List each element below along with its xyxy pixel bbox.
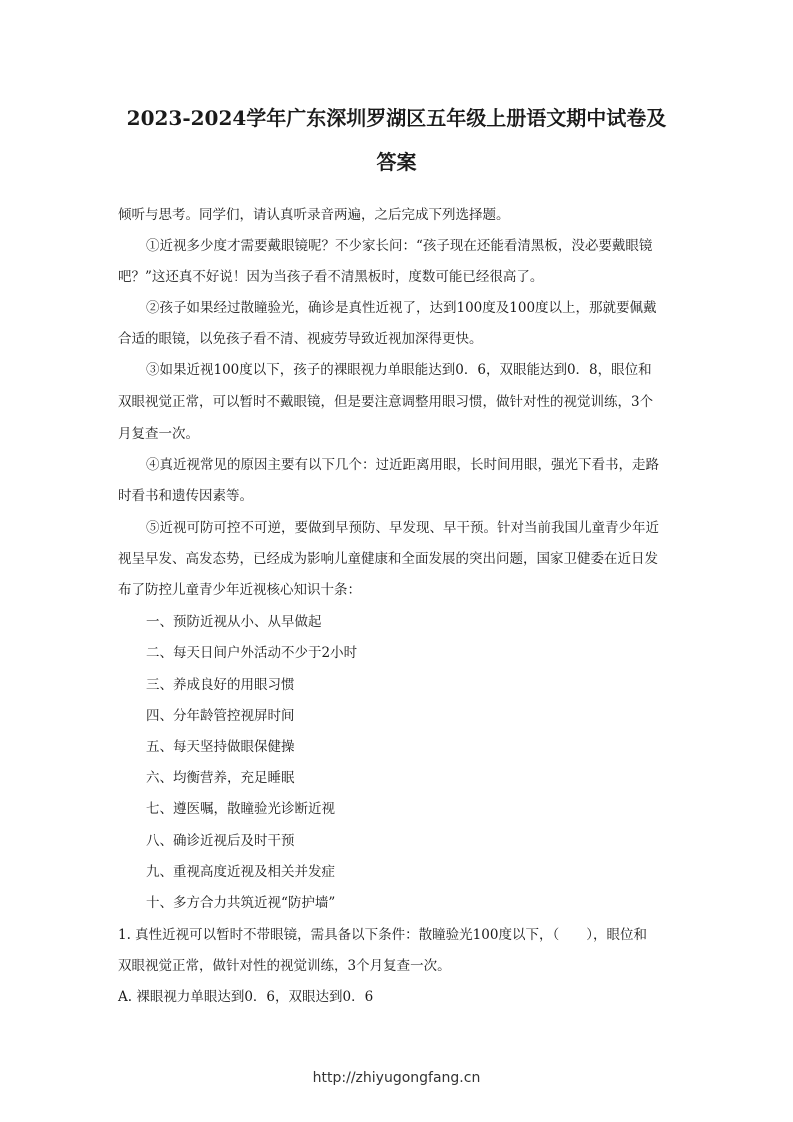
list-item: 五、每天坚持做眼保健操 — [146, 739, 295, 755]
list-item: 十、多方合力共筑近视“防护墙” — [146, 895, 336, 911]
list-item: 六、均衡营养，充足睡眠 — [146, 770, 295, 786]
paragraph-2-line-1: ②孩子如果经过散瞳验光，确诊是真性近视了，达到100度及100度以上，那就要佩戴 — [146, 300, 657, 316]
paragraph-3-line-2: 双眼视觉正常，可以暂时不戴眼镜，但是要注意调整用眼习惯，做针对性的视觉训练，3个 — [118, 394, 654, 410]
list-item: 二、每天日间户外活动不少于2小时 — [146, 645, 358, 661]
paragraph-3-line-1: ③如果近视100度以下，孩子的裸眼视力单眼能达到0．6，双眼能达到0．8，眼位和 — [146, 362, 652, 378]
paragraph-5-line-2: 视呈早发、高发态势，已经成为影响儿童健康和全面发展的突出问题，国家卫健委在近日发 — [118, 551, 658, 567]
document-title-line-2: 答案 — [376, 150, 417, 174]
paragraph-2-line-2: 合适的眼镜，以免孩子看不清、视疲劳导致近视加深得更快。 — [118, 331, 483, 347]
paragraph-5-line-3: 布了防控儿童青少年近视核心知识十条： — [118, 582, 361, 598]
paragraph-1-line-2: 吧？”这还真不好说！因为当孩子看不清黑板时，度数可能已经很高了。 — [118, 269, 544, 285]
list-item: 一、预防近视从小、从早做起 — [146, 614, 322, 630]
document-title-line-1: 2023-2024学年广东深圳罗湖区五年级上册语文期中试卷及 — [126, 106, 667, 130]
list-item: 七、遵医嘱，散瞳验光诊断近视 — [146, 801, 335, 817]
list-item: 四、分年龄管控视屏时间 — [146, 708, 295, 724]
paragraph-1-line-1: ①近视多少度才需要戴眼镜呢？不少家长问：“孩子现在还能看清黑板，没必要戴眼镜 — [146, 238, 653, 254]
footer-url: http://zhiyugongfang.cn — [312, 1070, 481, 1086]
paragraph-4-line-2: 时看书和遗传因素等。 — [118, 488, 253, 504]
paragraph-4-line-1: ④真近视常见的原因主要有以下几个：过近距离用眼，长时间用眼，强光下看书，走路 — [146, 457, 659, 473]
question-1-line-1: 1. 真性近视可以暂时不带眼镜，需具备以下条件：散瞳验光100度以下，（ ），眼位和 — [118, 927, 647, 943]
question-1-line-2: 双眼视觉正常，做针对性的视觉训练，3个月复查一次。 — [118, 958, 451, 974]
list-item: 三、养成良好的用眼习惯 — [146, 677, 295, 693]
intro-instruction: 倾听与思考。同学们，请认真听录音两遍，之后完成下列选择题。 — [118, 207, 510, 223]
list-item: 九、重视高度近视及相关并发症 — [146, 864, 335, 880]
list-item: 八、确诊近视后及时干预 — [146, 833, 295, 849]
option-a: A. 裸眼视力单眼达到0．6，双眼达到0．6 — [118, 989, 374, 1005]
paragraph-5-line-1: ⑤近视可防可控不可逆，要做到早预防、早发现、早干预。针对当前我国儿童青少年近 — [146, 520, 659, 536]
paragraph-3-line-3: 月复查一次。 — [118, 426, 199, 442]
